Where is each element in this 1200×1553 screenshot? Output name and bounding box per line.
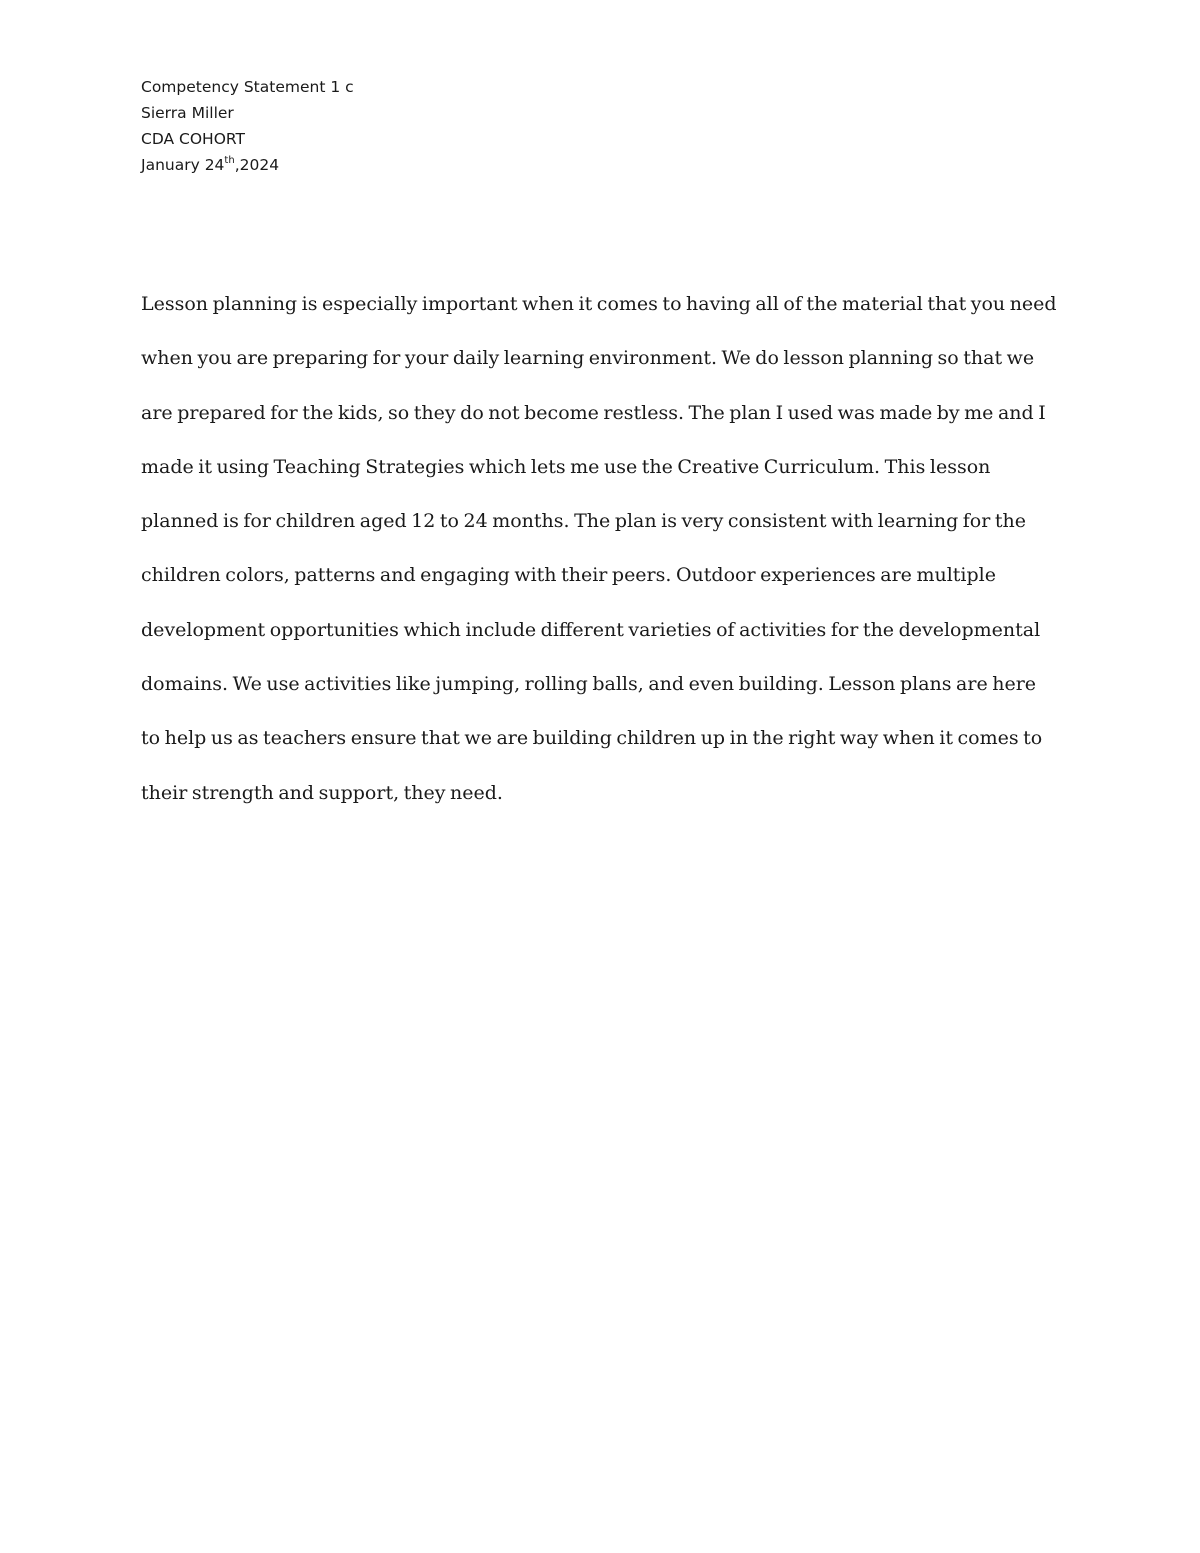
date-prefix: January 24: [141, 156, 225, 174]
paragraph-line: planned is for children aged 12 to 24 months. The plan is very consistent with learning for the: [141, 510, 1026, 533]
paragraph-line: children colors, patterns and engaging with their peers. Outdoor experiences are multiple: [141, 564, 996, 587]
paragraph-line: are prepared for the kids, so they do not become restless. The plan I used was made by me and I: [141, 401, 1046, 424]
paragraph-line: to help us as teachers ensure that we are building children up in the right way when it comes to: [141, 727, 1043, 750]
document-title: Competency Statement 1 c: [141, 78, 354, 96]
paragraph-line: when you are preparing for your daily learning environment. We do lesson planning so that we: [141, 347, 1035, 370]
paragraph-line: domains. We use activities like jumping, rolling balls, and even building. Lesson plans are here: [141, 673, 1037, 696]
date-year: ,2024: [234, 156, 280, 174]
paragraph-line: development opportunities which include different varieties of activities for the developmental: [141, 618, 1041, 641]
document-date: [141, 152, 354, 178]
document-header: [141, 74, 354, 178]
paragraph-line: Lesson planning is especially important when it comes to having all of the material that you need: [141, 293, 1057, 315]
paragraph-line: made it using Teaching Strategies which lets me use the Creative Curriculum. This lesson: [141, 455, 991, 478]
program-name: CDA COHORT: [141, 130, 246, 148]
body-paragraph: [141, 284, 1071, 827]
author-name: Sierra Miller: [141, 104, 234, 122]
paragraph-line: their strength and support, they need.: [141, 781, 503, 804]
date-ordinal-suffix: th: [224, 154, 235, 166]
